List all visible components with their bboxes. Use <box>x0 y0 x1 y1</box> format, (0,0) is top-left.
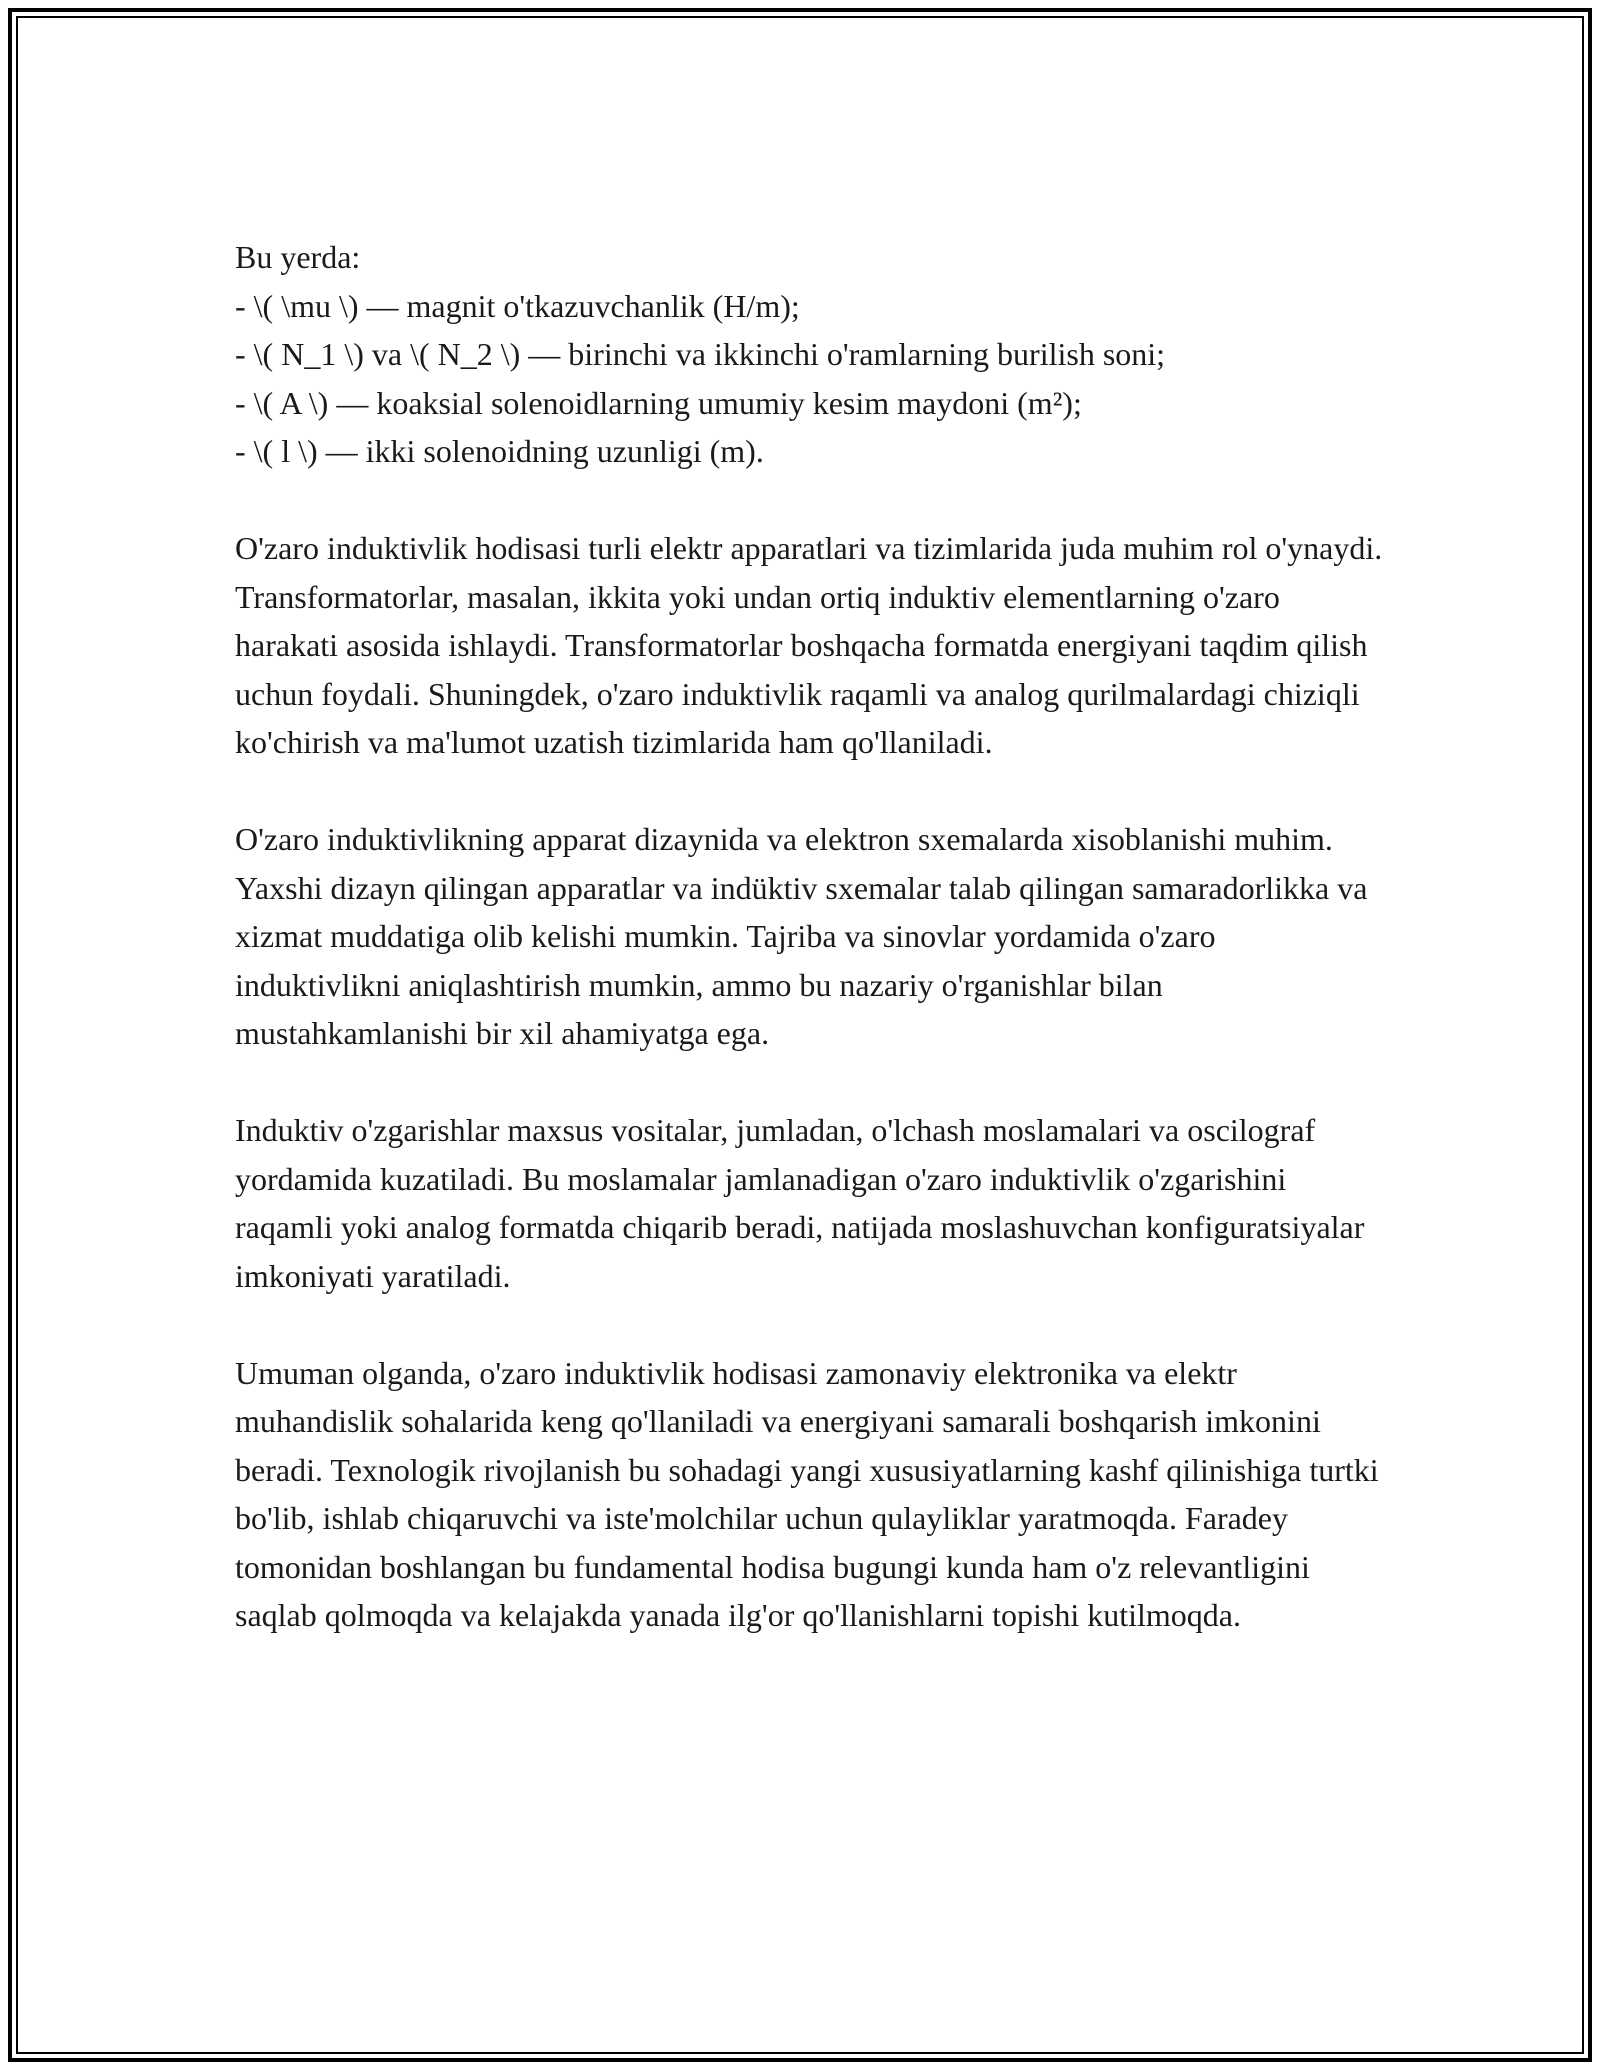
document-body <box>235 233 1385 1640</box>
legend-item-mu: - \( \mu \) — magnit o'tkazuvchanlik (H/m); <box>235 287 800 324</box>
legend-item-area: - \( A \) — koaksial solenoidlarning umumiy kesim maydoni (m²); <box>235 384 1082 421</box>
paragraph-conclusion: Umuman olganda, o'zaro induktivlik hodisasi zamonaviy elektronika va elektr muhandislik sohalarida keng qo'llaniladi va energiyani samarali boshqarish imkonini beradi. Texnologik rivojlanish bu sohadagi yangi xususiyatlarning kashf qilinishiga turtki bo'lib, ishlab chiqaruvchi va iste'molchilar uchun qulayliklar yaratmoqda. Faradey tomonidan boshlangan bu fundamental hodisa bugungi kunda ham o'z relevantligini saqlab qolmoqda va kelajakda yanada ilg'or qo'llanishlarni topishi kutilmoqda. <box>235 1354 1379 1633</box>
paragraph-measurement: Induktiv o'zgarishlar maxsus vositalar, jumladan, o'lchash moslamalari va oscilograf yordamida kuzatiladi. Bu moslamalar jamlanadigan o'zaro induktivlik o'zgarishini raqamli yoki analog formatda chiqarib beradi, natijada moslashuvchan konfiguratsiyalar imkoniyati yaratiladi. <box>235 1112 1365 1294</box>
legend-item-n1-n2: - \( N_1 \) va \( N_2 \) — birinchi va ikkinchi o'ramlarning burilish soni; <box>235 336 1166 372</box>
variable-legend <box>235 233 1385 476</box>
paragraph-transformers: O'zaro induktivlik hodisasi turli elektr apparatlari va tizimlarida juda muhim rol o'ynaydi. Transformatorlar, masalan, ikkita yoki undan ortiq induktiv elementlarning o'zaro harakati asosida ishlaydi. Transformatorlar boshqacha formatda energiyani taqdim qilish uchun foydali. Shuningdek, o'zaro induktivlik raqamli va analog qurilmalardagi chiziqli ko'chirish va ma'lumot uzatish tizimlarida ham qo'llaniladi. <box>235 530 1383 760</box>
legend-item-length: - \( l \) — ikki solenoidning uzunligi (m). <box>235 433 764 469</box>
legend-intro: Bu yerda: <box>235 239 361 275</box>
paragraph-design: O'zaro induktivlikning apparat dizaynida va elektron sxemalarda xisoblanishi muhim. Yaxshi dizayn qilingan apparatlar va indüktiv sxemalar talab qilingan samaradorlikka va xizmat muddatiga olib kelishi mumkin. Tajriba va sinovlar yordamida o'zaro induktivlikni aniqlashtirish mumkin, ammo bu nazariy o'rganishlar bilan mustahkamlanishi bir xil ahamiyatga ega. <box>235 821 1368 1051</box>
